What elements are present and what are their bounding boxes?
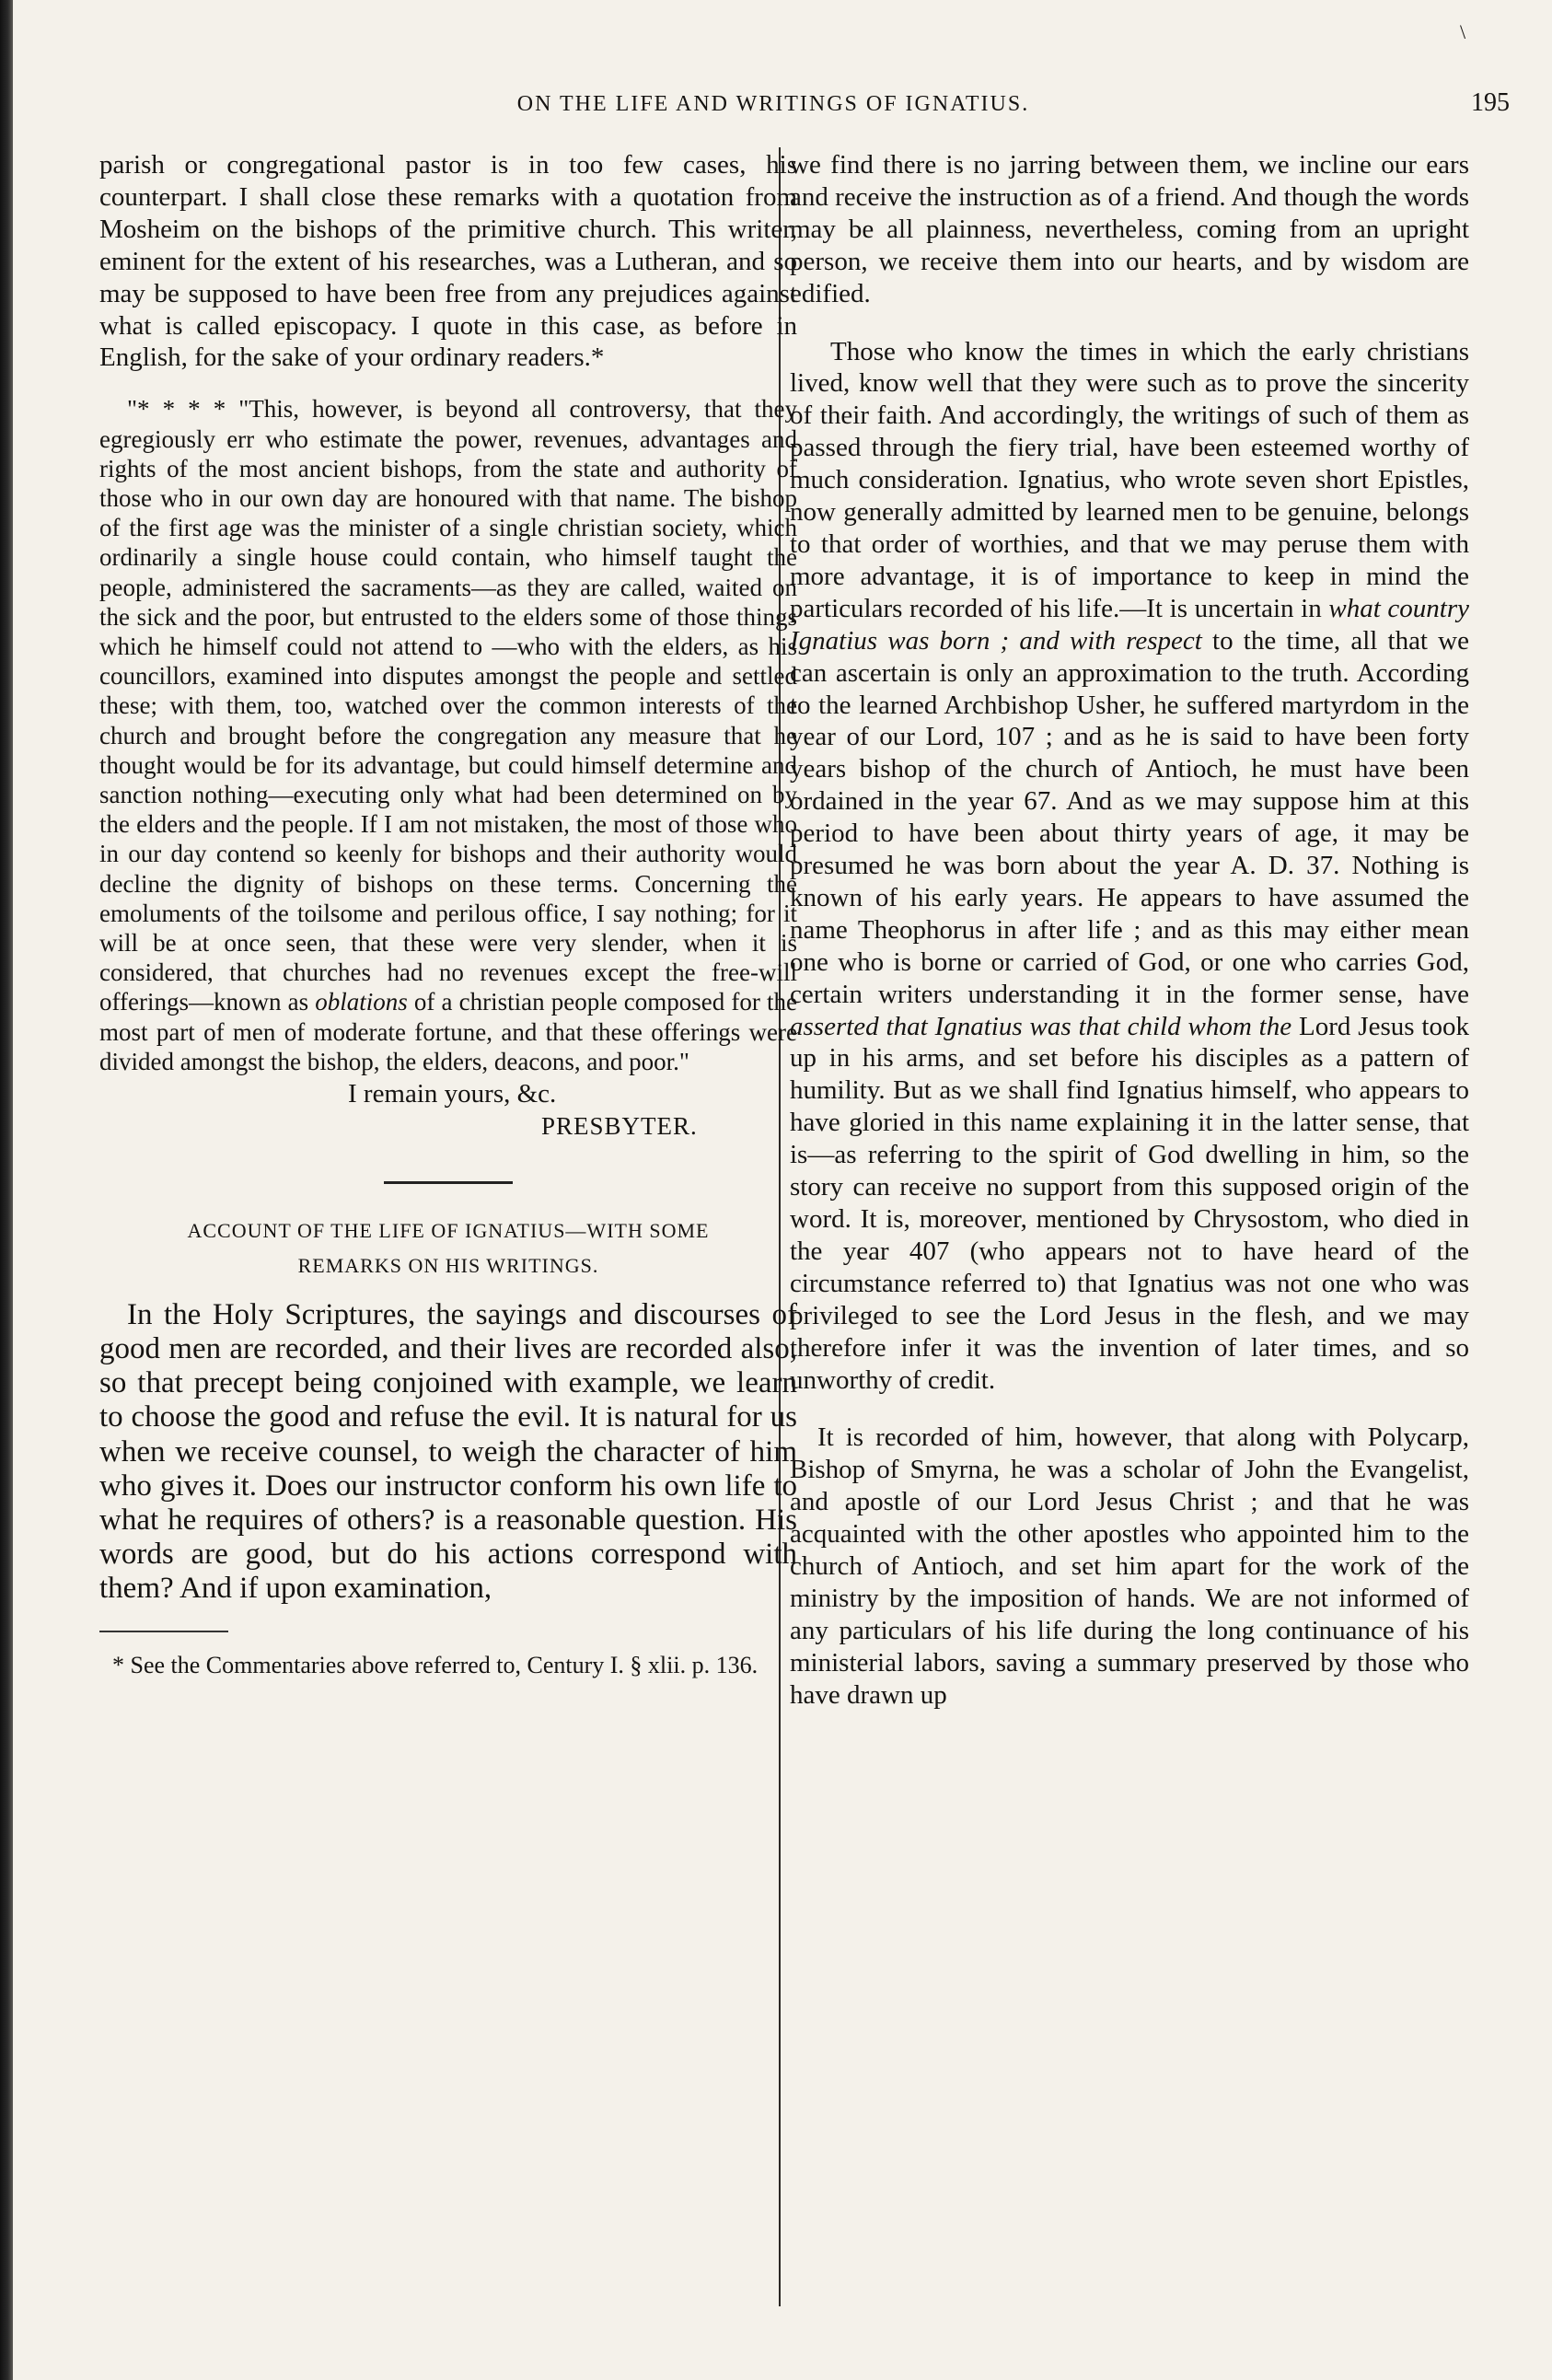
section-heading (99, 1213, 797, 1283)
right-p2-italic-a: what country Ignatius was born ; and with respect (790, 593, 1469, 656)
left-column (99, 149, 797, 1680)
footnote: * See the Commentaries above referred to, Century I. § xlii. p. 136. (112, 1651, 759, 1678)
right-p2-text-c: Lord Jesus took up in his arms, and set before his disciples as a pattern of humility. But as we shall find Ignatius himself, who appears to have gloried in this name explaining it in the latter sense, that is—as referring to the spirit of God dwelling in him, so the story can receive no support from this supposed origin of the word. It is, moreover, mentioned by Chrysostom, who died in the year 407 (who appears not to have heard of the circumstance referred to) that Ignatius was not one who was privileged to see the Lord Jesus in the flesh, and we may therefore infer it was the invention of later times, and so unworthy of credit. (790, 1011, 1469, 1395)
footnote-rule (99, 1631, 228, 1632)
left-paragraph-1: parish or congregational pastor is in too few cases, his counterpart. I shall close these remarks with a quotation from Mosheim on the bishops of the primitive church. This writer, eminent for the extent of his researches, was a Lutheran, and so may be supposed to have been free from any prejudices against what is called episcopacy. I quote in this case, as before in English, for the sake of your ordinary readers.* (99, 150, 797, 373)
section-heading-line-1: ACCOUNT OF THE LIFE OF IGNATIUS—WITH SOME (187, 1218, 710, 1242)
section-heading-line-2: REMARKS ON HIS WRITINGS. (297, 1253, 599, 1277)
mosheim-quotation (99, 394, 797, 1076)
right-p2-italic-b: asserted that Ignatius was that child whom the (790, 1011, 1292, 1041)
running-title: ON THE LIFE AND WRITINGS OF IGNATIUS. (516, 92, 1030, 116)
right-column (790, 149, 1469, 1712)
right-paragraph-1: we find there is no jarring between them, we incline our ears and receive the instruction as of a friend. And though the words may be all plainness, nevertheless, coming from an upright person, we receive them into our hearts, and by wisdom are edified. (790, 150, 1469, 308)
section-rule (384, 1181, 513, 1184)
lead-paragraph: In the Holy Scriptures, the sayings and discourses of good men are recorded, and their lives are recorded also, so that precept being conjoined with example, we learn to choose the good and refuse the evil. It is natural for us when we receive counsel, to weigh the character of him who gives it. Does our instructor conform his own life to what he requires of others? is a reasonable question. His words are good, but do his actions correspond with them? And if upon examination, (99, 1297, 797, 1606)
right-paragraph-3: It is recorded of him, however, that along with Polycarp, Bishop of Smyrna, he was a scholar of John the Evangelist, and apostle of our Lord Jesus Christ ; and that he was acquainted with the other apostles who appointed him to the church of Antioch, and set him apart for the work of the ministry by the imposition of hands. We are not informed of any particulars of his life during the long continuance of his ministerial labors, saving a summary preserved by those who have drawn up (790, 1422, 1469, 1710)
page-edge-shadow (0, 0, 13, 2380)
right-p2-text-a: Those who know the times in which the early christians lived, know well that they were such as to prove the sincerity of their faith. And accordingly, the writings of such of them as passed through the fiery trial, have been esteemed worthy of much consideration. Ignatius, who wrote seven short Epistles, now generally admitted by learned men to be genuine, belongs to that order of worthies, and that we may peruse them with more advantage, it is of importance to keep in mind the particulars recorded of his life.—It is uncertain in (790, 336, 1469, 623)
signature: PRESBYTER. (541, 1111, 698, 1140)
quote-italic-oblations: oblations (315, 988, 408, 1016)
closing-salutation: I remain yours, &c. (348, 1079, 557, 1109)
corner-mark: \ (1460, 20, 1466, 43)
right-paragraph-2 (790, 336, 1469, 1397)
right-p2-text-b: to the time, all that we can ascertain is only an approximation to the truth. According to the learned Archbishop Usher, he suffered martyrdom in the year of our Lord, 107 ; and as he is said to have been forty years bishop of the church of Antioch, he must have been ordained in the year 67. And as we may suppose him at this period to have been about thirty years of age, it may be presumed he was born about the year A. D. 37. Nothing is known of his early years. He appears to have assumed the name Theophorus in after life ; and as this may either mean one who is borne or carried of God, or one who carries God, certain writers understanding it in the former sense, have (790, 625, 1469, 1009)
quote-text-end: of a christian people composed for the most part of men of moderate fortune, and that these offerings were divided amongst the bishop, the elders, deacons, and poor." (99, 988, 798, 1075)
page-number: 195 (1471, 88, 1510, 117)
quote-text: "* * * * "This, however, is beyond all controversy, that they egregiously err who estimate the power, revenues, advantages and rights of the most ancient bishops, from the state and authority of those who in our own day are honoured with that name. The bishop of the first age was the minister of a single christian society, which ordinarily a single house could contain, who himself taught the people, administered the sacraments—as they are called, waited on the sick and the poor, but entrusted to the elders some of those things which he himself could not attend to —who with the elders, as his councillors, examined into disputes amongst the people and settled these; with them, too, watched over the common interests of the church and brought before the congregation any measure that he thought would be for its advantage, but could himself determine and sanction nothing—executing only what had been determined on by the elders and the people. If I am not mistaken, the most of those who in our day contend so keenly for bishops and their authority would decline the dignity of bishops on these terms. Concerning the emoluments of the toilsome and perilous office, I say nothing; for it will be at once seen, that these were very slender, when it is considered, that churches had no revenues except the free-will offerings—known as (99, 395, 797, 1016)
